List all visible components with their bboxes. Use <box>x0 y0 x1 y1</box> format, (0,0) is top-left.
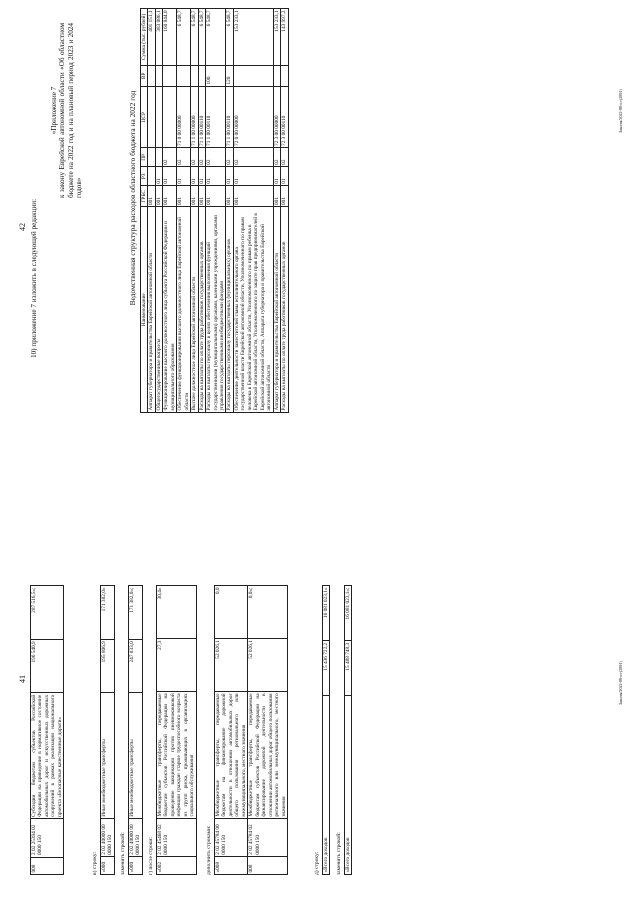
table-row <box>233 9 273 413</box>
header-pr: ПР <box>141 148 148 167</box>
pr-cell: 02 <box>206 148 226 167</box>
sum-cell: 160 844,0 <box>163 9 177 66</box>
vr-cell <box>273 65 280 86</box>
value-2023-cell: 27,3 <box>157 639 197 692</box>
label-v: в) строку: <box>92 851 98 875</box>
rz-cell <box>148 167 155 186</box>
rz-cell: 01 <box>233 167 273 186</box>
revenue-code-cell: 2 02 45468 02 0000 150 <box>157 818 197 856</box>
header-rz: РЗ <box>141 167 148 186</box>
csr-cell: 72 3 00 00110 <box>281 87 288 148</box>
rz-cell: 01 <box>281 167 288 186</box>
value-2024-cell: 16 081 023,1» <box>323 586 330 641</box>
revenue-name-cell: Межбюджетные трансферты, передаваемые бюджетам субъектов Российской Федерации на проведение вакцинации против пневмококковой инфекции граждан старше трудоспособного возраста из групп риска, проживающих в организациях социального обслуживания <box>157 693 196 817</box>
row-name-cell: Аппарат губернатора и правительства Еврейской автономной области <box>148 207 155 413</box>
value-2023-cell: 247 833,0 <box>129 639 143 692</box>
table-row <box>226 9 233 413</box>
vr-cell <box>177 65 191 86</box>
revenue-name-cell: Межбюджетные трансферты, передаваемые бюджетам субъектов Российской Федерации на финансирование дорожной деятельности в отношении автомобильных дорог общего пользования регионального или межмуниципального, местного значения <box>248 693 287 817</box>
csr-cell <box>163 87 177 148</box>
page-41 <box>0 453 639 905</box>
header-name: Наименование <box>141 207 148 413</box>
label-replace: заменить строкой: <box>120 832 126 875</box>
table-row <box>148 9 155 413</box>
table-row <box>198 9 205 413</box>
value-2023-cell: 15 436 722,2 <box>323 641 330 696</box>
table-row <box>273 9 280 413</box>
rz-cell: 01 <box>191 167 198 186</box>
revenue-name-cell: Межбюджетные трансферты, передаваемые бюджетам на финансирование дорожной деятельности в отношении автомобильных дорог общего пользования регионального или межмуниципального, местного значения <box>215 693 247 817</box>
table-row <box>215 586 248 875</box>
row-name-cell: Высшее должностное лицо Еврейской автономной области <box>191 207 198 413</box>
revenue-code-cell: 2 02 40000 00 0000 150 <box>129 819 143 857</box>
table-row <box>163 9 177 413</box>
rz-cell: 01 <box>273 167 280 186</box>
csr-cell: 71 1 00 00110 <box>206 87 226 148</box>
vr-cell <box>281 65 288 86</box>
value-2024-cell: 30,4» <box>157 586 197 639</box>
row-name-cell: Расходы на выплаты персоналу в целях обеспечения выполнения функций государственными (муниципальными) органами, казенными учреждениями, органами управления государственными внебюджетными фондами <box>206 207 226 413</box>
admin-code-cell: «000 <box>101 857 115 875</box>
pr-cell: 02 <box>233 148 273 167</box>
row-name-cell: Функционирование высшего должностного лица субъекта Российской Федерации и муниципального образования <box>163 207 177 413</box>
row-name-cell: Расходы на выплаты по оплате труда работников государственных органов <box>281 207 288 413</box>
sum-cell: 383 086,1 <box>155 9 162 66</box>
revenue-code-cell: 2 02 40000 00 0000 150 <box>101 819 115 857</box>
grbs-cell: 001 <box>148 186 155 207</box>
add-table <box>214 585 288 875</box>
revenue-name-cell: Иные межбюджетные трансферты <box>129 693 143 819</box>
admin-code-cell: 008 <box>31 857 64 874</box>
page-number: 42 <box>18 223 27 231</box>
grbs-cell: 001 <box>233 186 273 207</box>
grbs-cell: 001 <box>177 186 191 207</box>
pr-cell: 02 <box>163 148 177 167</box>
header-vr: ВР <box>141 65 148 86</box>
revenue-code-cell: 2 02 25394 02 0000 150 <box>31 819 64 857</box>
value-2024-cell: 287 516,5»; <box>31 586 64 640</box>
header-sum: Сумма (тыс. рублей) <box>141 9 148 66</box>
pr-cell: 02 <box>226 148 233 167</box>
rz-cell: 01 <box>155 167 162 186</box>
csr-cell <box>148 87 155 148</box>
pr-cell: 02 <box>191 148 198 167</box>
value-2023-cell: 15 488 748,3 <box>345 641 352 696</box>
amendment-intro: 10) приложение 7 изложить в следующей редакции: <box>30 198 38 358</box>
vr-cell: 100 <box>206 65 226 86</box>
v-table <box>100 585 115 875</box>
table-header-row <box>141 9 148 413</box>
grbs-cell: 001 <box>273 186 280 207</box>
csr-cell: 72 3 00 00000 <box>273 87 280 148</box>
pr-cell: 02 <box>198 148 205 167</box>
rz-cell: 01 <box>226 167 233 186</box>
table-row <box>191 9 198 413</box>
replace-table <box>128 585 143 875</box>
annex-caption: к закону Еврейской автономной области «Об областном бюджете на 2022 год и на плановый период 2023 и 2024 годов» <box>58 23 84 198</box>
label-g: г) после строки: <box>148 837 154 875</box>
table-row <box>101 586 115 875</box>
row-name-cell: Обеспечение функционирования высшего должностного лица Еврейской автономной области <box>177 207 191 413</box>
value-2024-cell: 171 382,0»; <box>129 586 143 640</box>
expenditure-table <box>140 8 289 413</box>
rz-cell: 01 <box>163 167 177 186</box>
admin-code-cell: «000 <box>129 857 143 875</box>
table-row <box>177 9 191 413</box>
label-replace2: заменить строкой: <box>336 832 342 875</box>
label-add: дополнить строками: <box>206 825 212 875</box>
rz-cell: 01 <box>198 167 205 186</box>
row-name-cell: Расходы на выплаты персоналу государственных (муниципальных) органов <box>226 207 233 413</box>
sum-cell: 153 233,1 <box>233 9 273 66</box>
sum-cell: 6 548,7 <box>226 9 233 66</box>
value-2023-cell: 52 026,1 <box>248 638 288 691</box>
label-d: д) строку: <box>314 851 320 875</box>
csr-cell: 72 0 00 00000 <box>233 87 273 148</box>
footer: Законы/2022-88-оз-(2891) <box>618 89 623 133</box>
sum-cell: 6 548,7 <box>177 9 191 66</box>
pr-cell: 02 <box>177 148 191 167</box>
sum-cell: 6 548,7 <box>206 9 226 66</box>
value-2023-cell: 195 806,9 <box>101 639 115 692</box>
vr-cell <box>155 65 162 86</box>
top-table <box>30 585 64 875</box>
d-table <box>322 585 330 875</box>
table-row <box>31 586 64 875</box>
sum-cell: 6 548,7 <box>191 9 198 66</box>
sum-cell: 401 151,1 <box>148 9 155 66</box>
table-row <box>155 9 162 413</box>
vr-cell <box>163 65 177 86</box>
replace2-table <box>344 585 352 875</box>
table-row <box>323 586 330 875</box>
table-row <box>206 9 226 413</box>
total-label-cell: «Всего доходов <box>345 696 352 875</box>
grbs-cell: 001 <box>226 186 233 207</box>
revenue-code-cell: 2 02 45784 02 0000 150 <box>248 819 288 857</box>
annex-number: «Приложение 7 <box>50 86 58 135</box>
pr-cell <box>155 148 162 167</box>
value-2023-cell: 52 026,1 <box>215 638 248 691</box>
header-csr: ЦСР <box>141 87 148 148</box>
vr-cell <box>233 65 273 86</box>
pr-cell: 02 <box>281 148 288 167</box>
grbs-cell: 001 <box>206 186 226 207</box>
grbs-cell: 001 <box>281 186 288 207</box>
admin-code-cell: «002 <box>157 857 197 875</box>
csr-cell: 71 0 00 00000 <box>177 87 191 148</box>
annex-heading <box>50 23 84 198</box>
csr-cell: 71 1 00 00110 <box>226 87 233 148</box>
pr-cell: 02 <box>273 148 280 167</box>
revenue-name-cell: Иные межбюджетные трансферты <box>101 693 115 819</box>
row-name-cell: Расходы на выплаты по оплате труда работников государственных органов <box>198 207 205 413</box>
grbs-cell: 001 <box>198 186 205 207</box>
header-grbs: ГРБС <box>141 186 148 207</box>
table-row <box>248 586 288 875</box>
vr-cell <box>148 65 155 86</box>
row-name-cell: Аппарат губернатора и правительства Еврейской автономной области <box>273 207 280 413</box>
admin-code-cell: 008 <box>248 857 288 875</box>
csr-cell <box>155 87 162 148</box>
row-name-cell: Обеспечение деятельности заместителей главы исполнительного органа государственной власти Еврейской автономной области, Уполномоченного по правам человека в Еврейской автономной области, Уполномоченного по правам ребенка в Еврейской автономной области, Уполномоченного по защите прав предпринимателей в Еврейской автономной области, Аппарата губернатора и правительства Еврейской автономной области <box>233 207 273 413</box>
vr-cell: 120 <box>226 65 233 86</box>
csr-cell: 71 1 00 00000 <box>191 87 198 148</box>
pr-cell <box>148 148 155 167</box>
table-row <box>129 586 143 875</box>
value-2024-cell: 16 081 023,1»; <box>345 586 352 641</box>
vr-cell <box>198 65 205 86</box>
sum-cell: 6 548,7 <box>198 9 205 66</box>
rz-cell: 01 <box>177 167 191 186</box>
grbs-cell: 001 <box>191 186 198 207</box>
row-name-cell: Общегосударственные вопросы <box>155 207 162 413</box>
csr-cell: 71 1 00 00110 <box>198 87 205 148</box>
value-2023-cell: 196 540,9 <box>31 639 64 692</box>
sum-cell: 143 997,2 <box>281 9 288 66</box>
rz-cell: 01 <box>206 167 226 186</box>
admin-code-cell: «008 <box>215 857 248 875</box>
revenue-name-cell: Субсидии бюджетам субъектов Российской Федерации на приведение в нормативное состояние автомобильных дорог и искусственных дорожных сооружений в рамках реализации национального проекта «Безопасные качественные дороги» <box>31 694 63 817</box>
page-number: 41 <box>18 675 27 683</box>
table-title: Ведомственная структура расходов областного бюджета на 2022 год <box>128 90 137 306</box>
value-2024-cell: 171 382,0» <box>101 586 115 640</box>
grbs-cell: 001 <box>163 186 177 207</box>
value-2024-cell: 0,0 <box>215 586 248 639</box>
value-2024-cell: 0,0»; <box>248 586 288 639</box>
table-row <box>157 586 197 875</box>
g-table <box>156 585 197 875</box>
table-row <box>345 586 352 875</box>
vr-cell <box>191 65 198 86</box>
total-label-cell: «Всего доходов <box>323 696 330 875</box>
table-row <box>281 9 288 413</box>
footer: Законы/2022-88-оз-(2891) <box>618 661 623 705</box>
grbs-cell: 001 <box>155 186 162 207</box>
sum-cell: 153 233,1 <box>273 9 280 66</box>
revenue-code-cell: 2 02 45784 00 0000 150 <box>215 819 248 857</box>
